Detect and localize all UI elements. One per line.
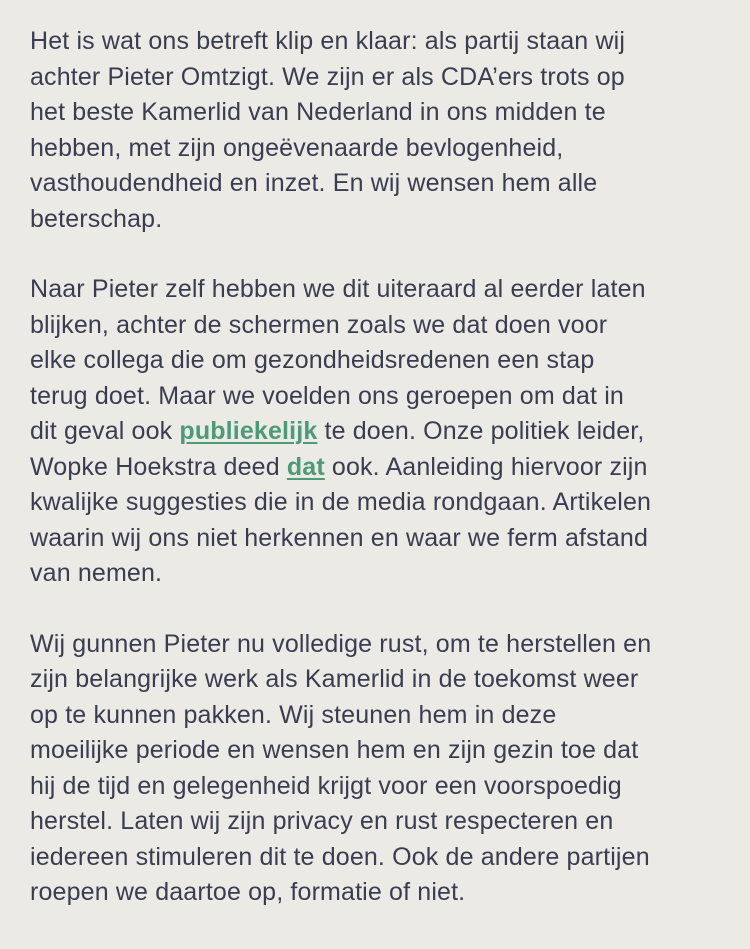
text-line: waarin wij ons niet herkennen en waar we ferm afstand [30, 523, 648, 552]
text-line: blijken, achter de schermen zoals we dat doen voor [30, 310, 608, 339]
text-line: herstel. Laten wij zijn privacy en rust respecteren en [30, 807, 614, 835]
text-line: Het is wat ons betreft klip en klaar: als partij staan wij [30, 27, 626, 55]
text-line: van nemen. [30, 559, 163, 587]
text-line: Naar Pieter zelf hebben we dit uiteraard al eerder laten [30, 275, 646, 303]
paragraph-1 [30, 24, 720, 237]
text-line: terug doet. Maar we voelden ons geroepen om dat in [30, 381, 624, 410]
publiekelijk-link[interactable]: publiekelijk [179, 417, 318, 445]
text-line: vasthoudendheid en inzet. En wij wensen hem alle [30, 169, 598, 197]
text-line: hebben, met zijn ongeëvenaarde bevlogenheid, [30, 133, 564, 162]
text-line: iedereen stimuleren dit te doen. Ook de andere partijen [30, 842, 650, 871]
text-line: zijn belangrijke werk als Kamerlid in de toekomst weer [30, 665, 639, 693]
text-line-with-link [30, 450, 720, 486]
text-line: beterschap. [30, 204, 163, 233]
text-line: moeilijke periode en wensen hem en zijn gezin toe dat [30, 736, 639, 764]
paragraph-2 [30, 272, 720, 592]
text-line: op te kunnen pakken. Wij steunen hem in deze [30, 700, 557, 729]
line-text-after-link: ook. Aanleiding hiervoor zijn [324, 452, 648, 481]
text-line-with-link [30, 414, 720, 450]
text-line: Wij gunnen Pieter nu volledige rust, om te herstellen en [30, 629, 652, 658]
text-line: kwalijke suggesties die in de media rondgaan. Artikelen [30, 488, 652, 516]
text-line: hij de tijd en gelegenheid krijgt voor een voorspoedig [30, 771, 622, 800]
line-text-before-link: dit geval ook [30, 417, 180, 445]
line-text-before-link: Wopke Hoekstra deed [30, 452, 287, 481]
line-text-after-link: te doen. Onze politiek leider, [317, 417, 645, 445]
text-line: achter Pieter Omtzigt. We zijn er als CDA’ers trots op [30, 62, 625, 91]
text-line: roepen we daartoe op, formatie of niet. [30, 878, 466, 906]
text-line: elke collega die om gezondheidsredenen een stap [30, 346, 595, 374]
paragraph-3 [30, 627, 720, 911]
dat-link[interactable]: dat [286, 452, 325, 481]
text-line: het beste Kamerlid van Nederland in ons midden te [30, 98, 606, 126]
